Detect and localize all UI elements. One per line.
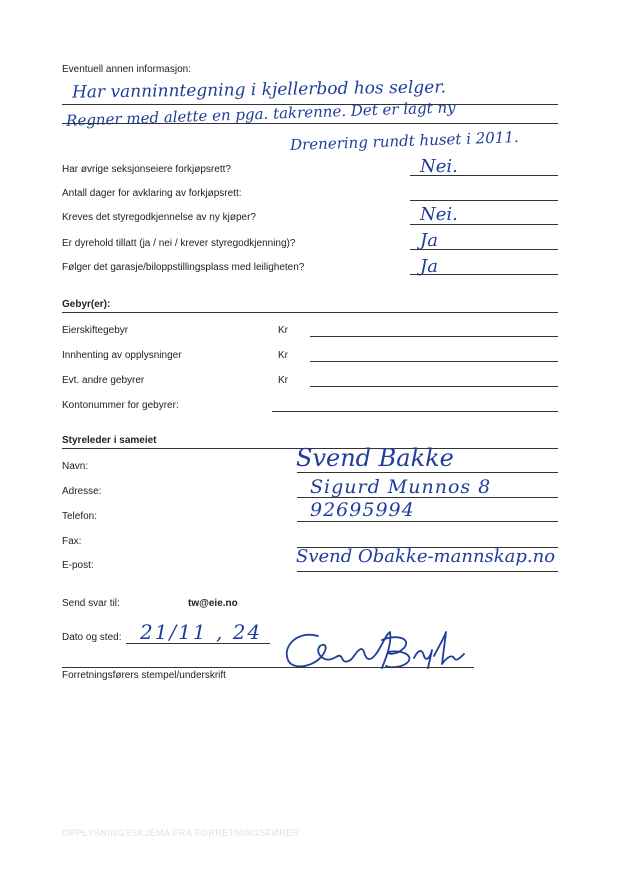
- question-answer-3: Nei.: [420, 204, 458, 225]
- info-label: Eventuell annen informasjon:: [62, 64, 191, 75]
- question-line-4: [410, 249, 558, 250]
- board-label-phone: Telefon:: [62, 511, 98, 522]
- board-label-address: Adresse:: [62, 486, 102, 497]
- signature-label: Forretningsførers stempel/underskrift: [62, 670, 226, 681]
- fees-heading: Gebyr(er):: [62, 299, 111, 310]
- board-label-name: Navn:: [62, 461, 89, 472]
- question-label-3: Kreves det styregodkjennelse av ny kjøper?: [62, 212, 256, 223]
- fee-currency-3: Kr: [278, 375, 288, 386]
- footer-form-title: OPPLYSNINGSSKJEMA FRA FORRETNINGSFØRER: [62, 828, 300, 838]
- board-line-email: [297, 571, 558, 572]
- board-label-email: E-post:: [62, 560, 94, 571]
- question-label-5: Følger det garasje/biloppstillingsplass med leiligheten?: [62, 262, 305, 273]
- fee-line-3: [310, 386, 558, 387]
- fees-account-label: Kontonummer for gebyrer:: [62, 400, 179, 411]
- fee-currency-1: Kr: [278, 325, 288, 336]
- board-value-phone: 92695994: [310, 499, 415, 521]
- info-handwritten-line-2: Regner med alette en pga. takrenne. Det er lagt ny: [65, 98, 456, 130]
- handwritten-signature: [278, 628, 468, 676]
- board-label-fax: Fax:: [62, 536, 82, 547]
- info-handwritten-line-1: Har vanninntegning i kjellerbod hos selger.: [71, 77, 447, 103]
- question-label-4: Er dyrehold tillatt (ja / nei / krever styregodkjenning)?: [62, 238, 296, 249]
- question-answer-5: Ja: [420, 256, 438, 277]
- fee-currency-2: Kr: [278, 350, 288, 361]
- fee-line-2: [310, 361, 558, 362]
- question-line-1: [410, 175, 558, 176]
- info-line-2: [62, 123, 558, 124]
- reply-label: Send svar til:: [62, 598, 120, 609]
- fees-rule: [62, 312, 558, 313]
- fee-label-3: Evt. andre gebyrer: [62, 375, 145, 386]
- fee-label-2: Innhenting av opplysninger: [62, 350, 182, 361]
- fee-line-1: [310, 336, 558, 337]
- info-handwritten-line-3: Drenering rundt huset i 2011.: [289, 128, 519, 154]
- question-answer-4: Ja: [420, 230, 438, 251]
- board-heading: Styreleder i sameiet: [62, 435, 157, 446]
- date-value: 21/11 , 24: [140, 620, 263, 644]
- reply-email: tw@eie.no: [188, 598, 238, 609]
- board-value-email: Svend Obakke-mannskap.no: [296, 546, 556, 567]
- board-value-address: Sigurd Munnos 8: [310, 476, 492, 498]
- fees-account-line: [272, 411, 558, 412]
- signature-line: [62, 667, 474, 668]
- question-line-2: [410, 200, 558, 201]
- question-line-3: [410, 224, 558, 225]
- question-label-2: Antall dager for avklaring av forkjøpsrett:: [62, 188, 242, 199]
- fee-label-1: Eierskiftegebyr: [62, 325, 129, 336]
- question-answer-1: Nei.: [420, 156, 458, 177]
- board-line-name: [297, 472, 558, 473]
- date-label: Dato og sted:: [62, 632, 122, 643]
- date-line: [126, 643, 270, 644]
- question-label-1: Har øvrige seksjonseiere forkjøpsrett?: [62, 164, 231, 175]
- board-value-name: Svend Bakke: [296, 444, 454, 472]
- board-line-phone: [297, 521, 558, 522]
- question-line-5: [410, 274, 558, 275]
- board-line-address: [297, 497, 558, 498]
